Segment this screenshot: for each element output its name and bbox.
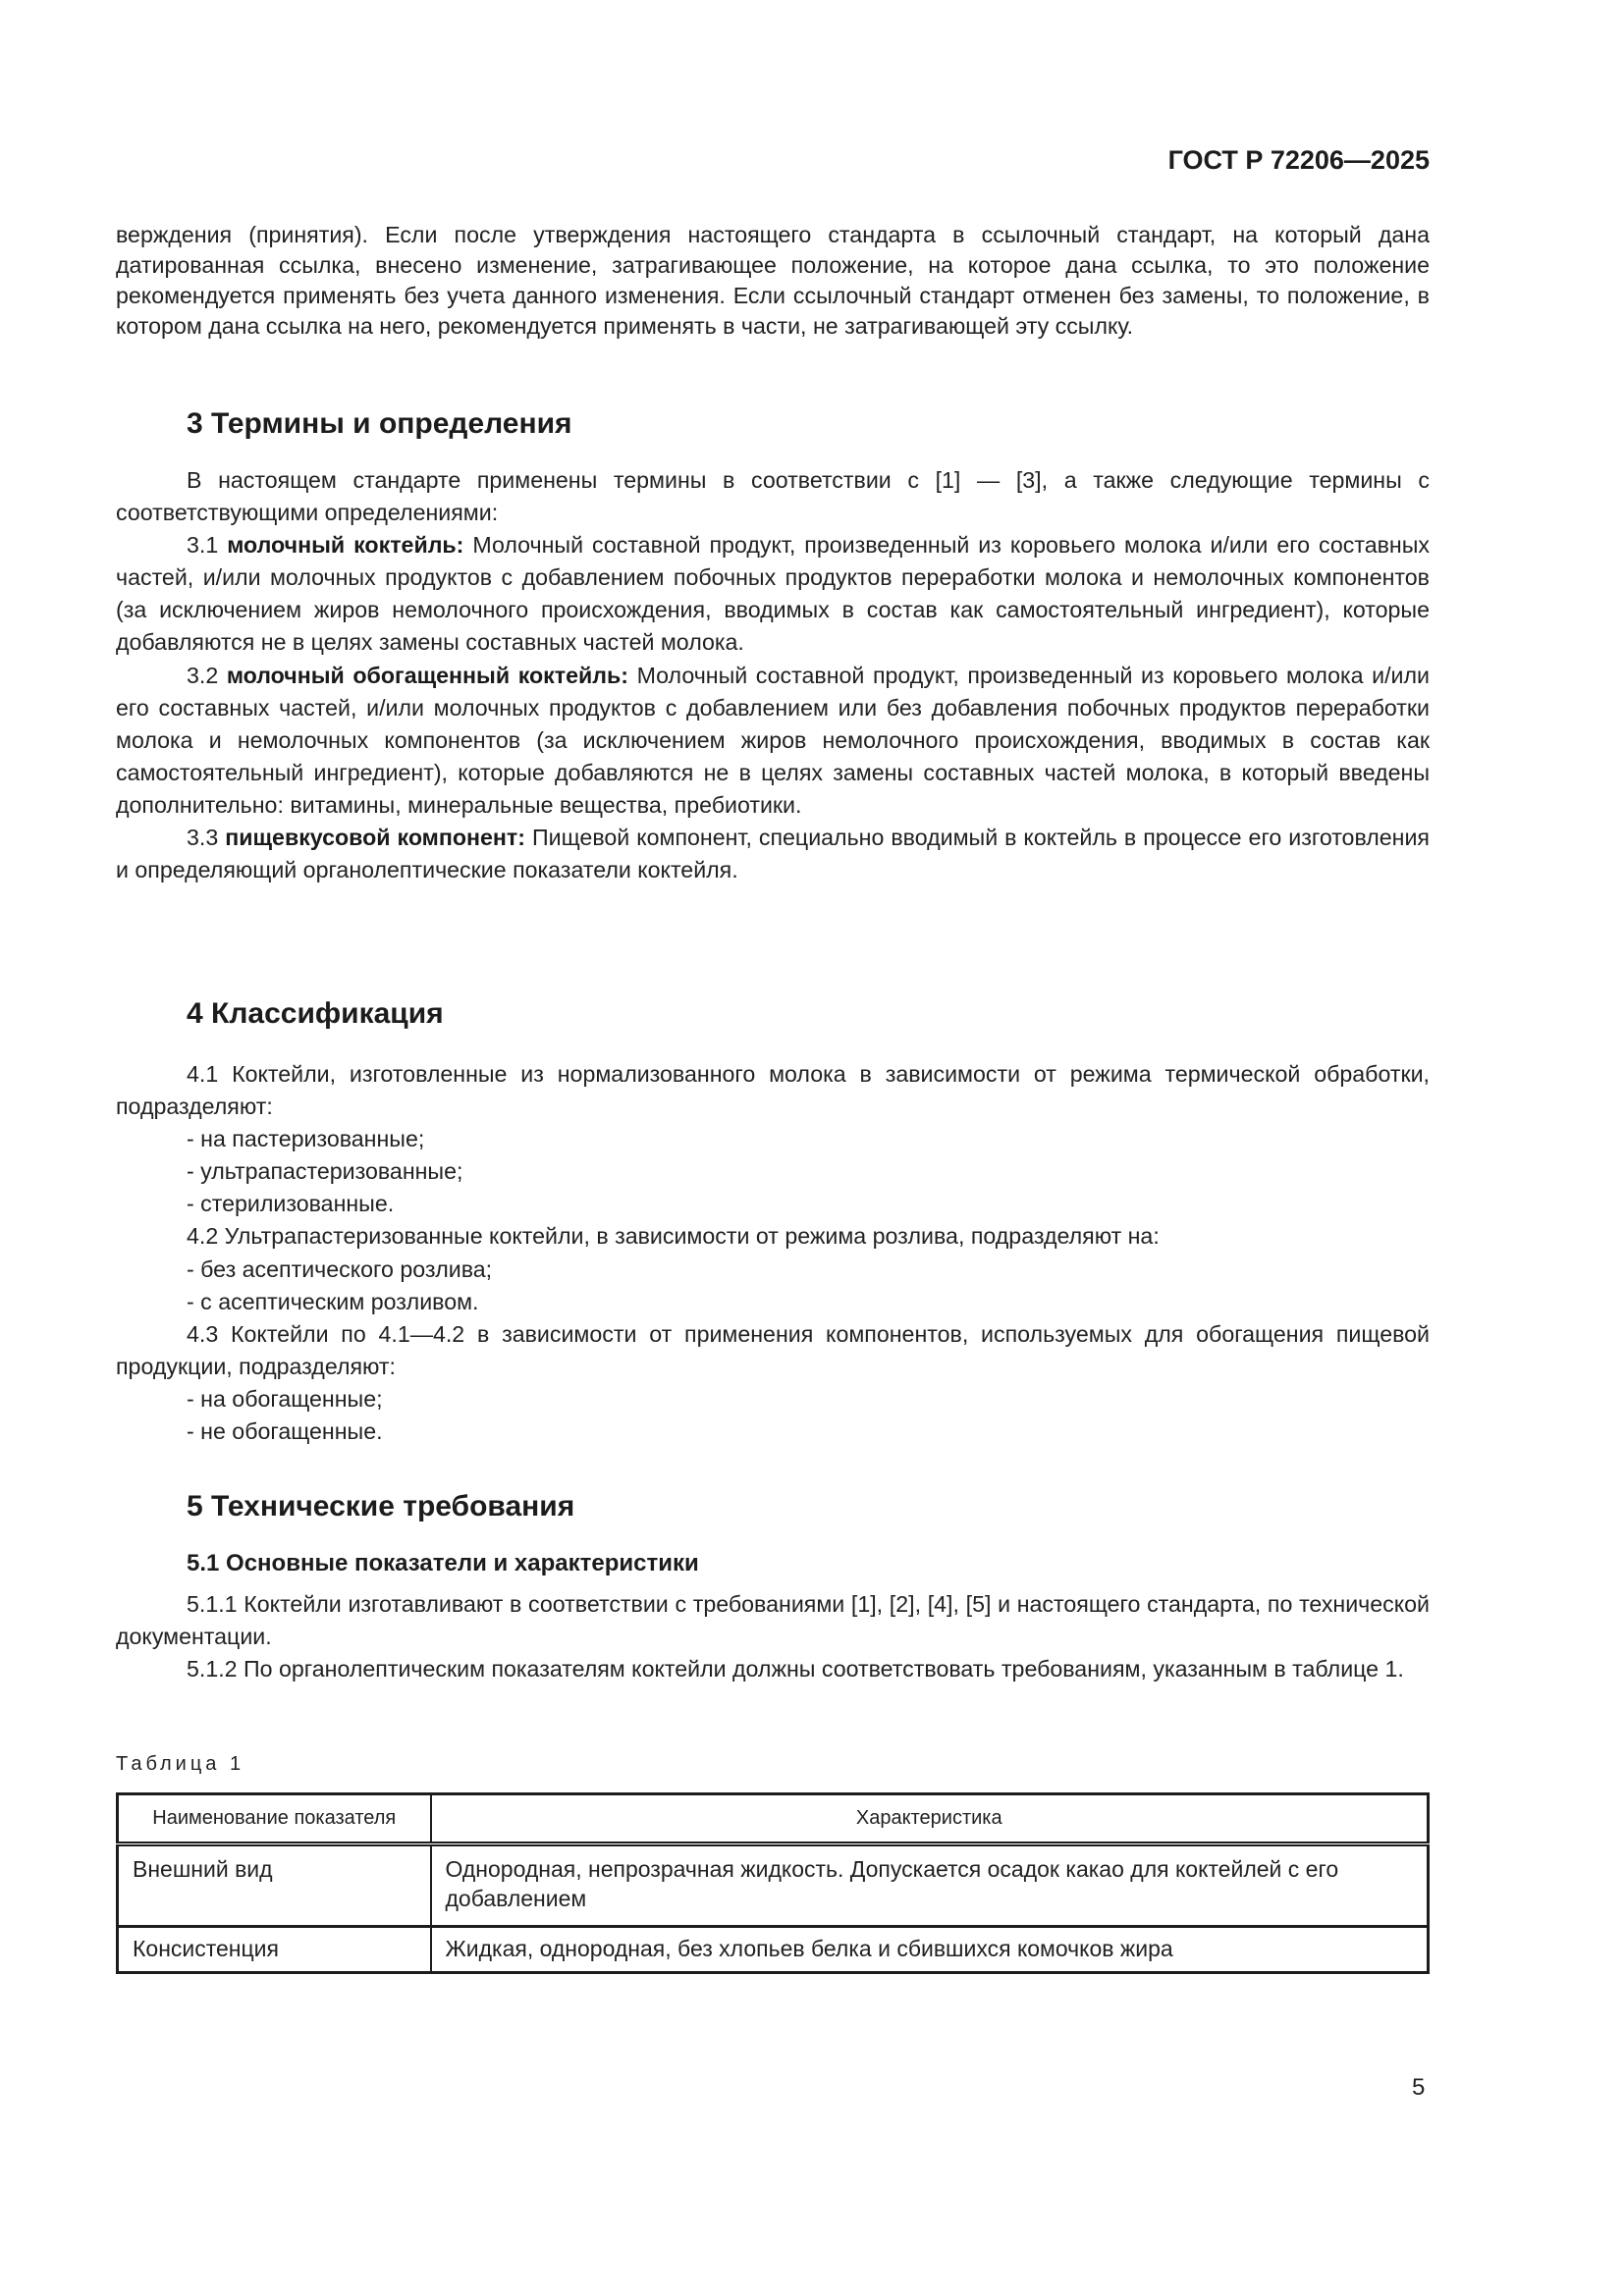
list-item: - без асептического розлива; bbox=[187, 1255, 493, 1282]
section-3-body bbox=[116, 464, 1430, 886]
list-item: - с асептическим розливом. bbox=[187, 1288, 479, 1314]
table-row bbox=[118, 1927, 1429, 1973]
table-cell: Консистенция bbox=[118, 1927, 431, 1973]
page-number: 5 bbox=[1412, 2074, 1426, 2101]
term-definition: Молочный составной продукт, произведенный из коровьего молока и/или его составных частей, и/или молочных продуктов с добавлением побочных продуктов переработки молока и немолочных компонентов (за исключением жиров немолочного происхождения, вводимых в состав как самостоятельный ингредиент), которые добавляются не в целях замены составных частей молока. bbox=[116, 532, 1430, 656]
term-number: 3.2 bbox=[187, 662, 219, 688]
list-item: - на пастеризованные; bbox=[187, 1126, 425, 1152]
section-4-body bbox=[116, 1058, 1430, 1448]
term-3-1 bbox=[116, 529, 1430, 659]
section-5-heading: 5 Технические требования bbox=[187, 1490, 575, 1522]
term-3-3 bbox=[116, 822, 1430, 886]
clause-5-1-1: 5.1.1 Коктейли изготавливают в соответствии с требованиями [1], [2], [4], [5] и настоящего стандарта, по технической документации. bbox=[116, 1591, 1430, 1650]
term-name: пищевкусовой компонент: bbox=[225, 825, 525, 851]
term-number: 3.3 bbox=[187, 825, 219, 851]
section-3-intro: В настоящем стандарте применены термины в соответствии с [1] — [3], а также следующие термины с соответствующими определениями: bbox=[116, 467, 1430, 526]
clause-4-2: 4.2 Ультрапастеризованные коктейли, в зависимости от режима розлива, подразделяют на: bbox=[187, 1223, 1160, 1250]
section-4-heading: 4 Классификация bbox=[187, 997, 444, 1030]
term-definition: Молочный составной продукт, произведенный из коровьего молока и/или его составных частей, и/или молочных продуктов с добавлением или без добавления побочных продуктов переработки молока и немолочных компонентов (за исключением жиров немолочного происхождения, вводимых в состав как самостоятельный ингредиент), которые добавляются не в целях замены составных частей молока, в который введены дополнительно: витамины, минеральные вещества, пребиотики. bbox=[116, 662, 1430, 818]
clause-4-3: 4.3 Коктейли по 4.1—4.2 в зависимости от применения компонентов, используемых для обогащения пищевой продукции, подразделяют: bbox=[116, 1320, 1430, 1379]
term-definition: Пищевой компонент, специально вводимый в коктейль в процессе его изготовления и определяющий органолептические показатели коктейля. bbox=[116, 825, 1430, 883]
intro-paragraph bbox=[116, 220, 1430, 342]
table-caption: Таблица 1 bbox=[116, 1753, 245, 1775]
table-cell: Внешний вид bbox=[118, 1844, 431, 1927]
clause-5-1-2: 5.1.2 По органолептическим показателям коктейли должны соответствовать требованиям, указанным в таблице 1. bbox=[187, 1656, 1404, 1682]
term-number: 3.1 bbox=[187, 532, 219, 559]
section-5-body bbox=[116, 1588, 1430, 1685]
list-item: - на обогащенные; bbox=[187, 1385, 383, 1412]
subsection-5-1-heading: 5.1 Основные показатели и характеристики bbox=[187, 1550, 699, 1576]
section-3-heading: 3 Термины и определения bbox=[187, 407, 572, 440]
list-item: - ультрапастеризованные; bbox=[187, 1158, 463, 1185]
column-header: Наименование показателя bbox=[118, 1794, 431, 1844]
table-1 bbox=[116, 1792, 1430, 1974]
table-header-row bbox=[118, 1794, 1429, 1844]
intro-text: верждения (принятия). Если после утверждения настоящего стандарта в ссылочный стандарт, на который дана датированная ссылка, внесено изменение, затрагивающее положение, на которое дана ссылка, то это положение рекомендуется применять без учета данного изменения. Если ссылочный стандарт отменен без замены, то положение, в котором дана ссылка на него, рекомендуется применять в части, не затрагивающей эту ссылку. bbox=[116, 222, 1430, 339]
column-header: Характеристика bbox=[431, 1794, 1429, 1844]
list-item: - не обогащенные. bbox=[187, 1418, 383, 1445]
table-cell: Жидкая, однородная, без хлопьев белка и сбившихся комочков жира bbox=[431, 1927, 1429, 1973]
term-name: молочный обогащенный коктейль: bbox=[226, 662, 628, 688]
clause-4-1: 4.1 Коктейли, изготовленные из нормализованного молока в зависимости от режима термической обработки, подразделяют: bbox=[116, 1061, 1430, 1120]
document-code: ГОСТ Р 72206—2025 bbox=[1167, 145, 1430, 175]
list-item: - стерилизованные. bbox=[187, 1191, 395, 1217]
term-name: молочный коктейль: bbox=[227, 532, 464, 559]
table-cell: Однородная, непрозрачная жидкость. Допускается осадок какао для коктейлей с его добавлением bbox=[431, 1844, 1429, 1927]
term-3-2 bbox=[116, 660, 1430, 822]
table-row bbox=[118, 1844, 1429, 1927]
